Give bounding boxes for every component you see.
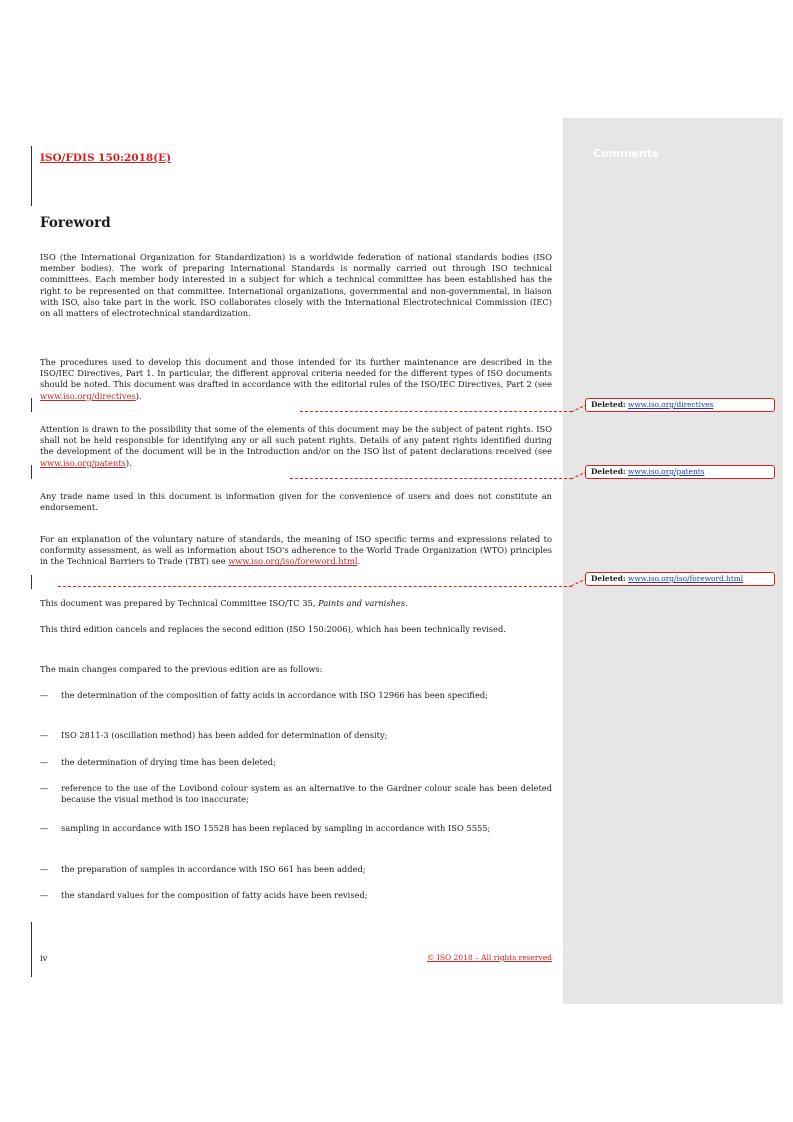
change-bar (31, 146, 32, 206)
list-dash: — (40, 890, 49, 900)
change-bar (31, 922, 32, 977)
list-item-text: the determination of the composition of fatty acids in accordance with ISO 12966 has been specified; (61, 690, 488, 700)
paragraph-end: ). (125, 457, 132, 468)
list-dash: — (40, 730, 49, 740)
comment-value: www.iso.org/iso/foreword.html (628, 574, 744, 583)
paragraph-end: . (357, 556, 361, 567)
page-number: iv (40, 953, 48, 963)
paragraph-text: Attention is drawn to the possibility that some of the elements of this document may be the subject of patent rights. ISO shall not be held responsible for identifying any or all such patent rights. Details of any patent rights identified during the development of the document will be in the Introduction and/or on the ISO list of patent declarations received (see (40, 424, 552, 457)
paragraph-end: ). (135, 390, 142, 401)
change-bar (31, 398, 32, 412)
inserted-link-foreword[interactable]: www.iso.org/iso/foreword.html (228, 556, 358, 567)
list-dash: — (40, 690, 49, 700)
change-bar (31, 575, 32, 589)
list-item-text: sampling in accordance with ISO 15528 has been replaced by sampling in accordance with ISO 5555; (61, 823, 491, 833)
paragraph: The main changes compared to the previous edition are as follows: (40, 664, 323, 674)
change-bar (31, 465, 32, 479)
list-item (40, 823, 552, 834)
list-item-text: ISO 2811-3 (oscillation method) has been added for determination of density; (61, 730, 388, 740)
paragraph (40, 598, 552, 609)
document-reference: ISO/FDIS 150:2018(E) (40, 152, 172, 164)
committee-name: Paints and varnishes (318, 598, 406, 608)
revision-leader-line (58, 586, 572, 587)
paragraph: ISO (the International Organization for Standardization) is a worldwide federation of national standards bodies (ISO member bodies). The work of preparing International Standards is normally carried out through ISO technical committees. Each member body interested in a subject for which a technical committee has been established has the right to be represented on that committee. International organizations, governmental and non-governmental, in liaison with ISO, also take part in the work. ISO collaborates closely with the International Electrotechnical Commission (IEC) on all matters of electrotechnical standardization. (40, 252, 552, 319)
inserted-link-patents[interactable]: www.iso.org/patents (40, 457, 126, 468)
list-item-text: the standard values for the composition of fatty acids have been revised; (61, 890, 368, 900)
inserted-link-directives[interactable]: www.iso.org/directives (40, 390, 136, 401)
comment-label: Deleted: (591, 574, 626, 583)
revision-leader-line (290, 478, 572, 479)
list-item-text: reference to the use of the Lovibond colour system as an alternative to the Gardner colour scale has been deleted because the visual method is too inaccurate; (61, 783, 552, 805)
list-item (40, 890, 552, 901)
revision-leader-line (300, 411, 572, 412)
paragraph-text: This document was prepared by Technical Committee ISO/TC 35, (40, 598, 319, 608)
paragraph (40, 424, 552, 469)
copyright-notice: © ISO 2018 – All rights reserved (427, 953, 552, 962)
list-dash: — (40, 783, 49, 793)
section-title: Foreword (40, 215, 111, 231)
list-dash: — (40, 864, 49, 874)
list-dash: — (40, 757, 49, 767)
paragraph: Any trade name used in this document is information given for the convenience of users and does not constitute an endorsement. (40, 491, 552, 513)
paragraph (40, 357, 552, 402)
list-dash: — (40, 823, 49, 833)
deletion-comment[interactable] (585, 572, 775, 586)
list-item (40, 730, 552, 741)
comments-pane (563, 118, 783, 1004)
list-item (40, 757, 552, 768)
comment-value: www.iso.org/directives (628, 400, 714, 409)
list-item-text: the preparation of samples in accordance with ISO 661 has been added; (61, 864, 366, 874)
comment-label: Deleted: (591, 467, 626, 476)
comment-value: www.iso.org/patents (628, 467, 705, 476)
comment-label: Deleted: (591, 400, 626, 409)
paragraph (40, 534, 552, 568)
paragraph-text: The procedures used to develop this document and those intended for its further maintenance are described in the ISO/IEC Directives, Part 1. In particular, the different approval criteria needed for the different types of ISO documents should be noted. This document was drafted in accordance with the editorial rules of the ISO/IEC Directives, Part 2 (see (40, 357, 552, 390)
list-item (40, 690, 552, 701)
comments-pane-title: Comments (593, 147, 659, 160)
paragraph-text: For an explanation of the voluntary nature of standards, the meaning of ISO specific terms and expressions related to conformity assessment, as well as information about ISO's adherence to the World Trade Organization (WTO) principles in the Technical Barriers to Trade (TBT) see (40, 534, 552, 567)
paragraph: This third edition cancels and replaces the second edition (ISO 150:2006), which has been technically revised. (40, 624, 506, 634)
list-item-text: the determination of drying time has been deleted; (61, 757, 276, 767)
paragraph-end: . (405, 598, 408, 608)
deletion-comment[interactable] (585, 465, 775, 479)
list-item (40, 783, 552, 805)
deletion-comment[interactable] (585, 398, 775, 412)
list-item (40, 864, 552, 875)
